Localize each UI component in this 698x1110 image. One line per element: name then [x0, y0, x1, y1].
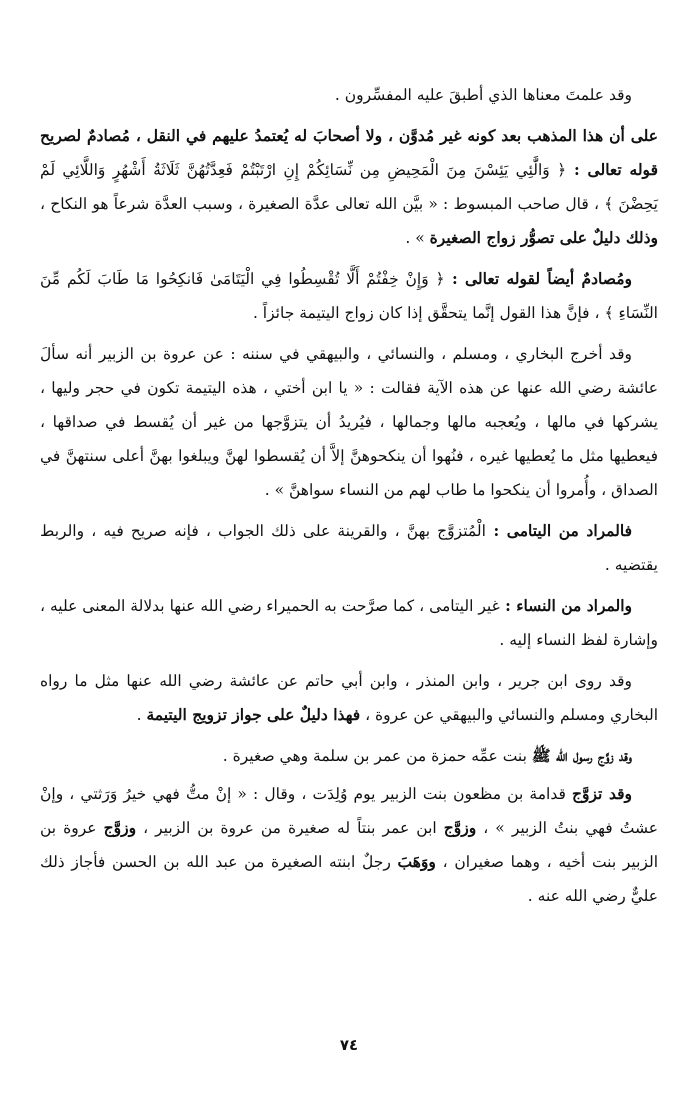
- bold-text-run: ومُصادمٌ أيضاً لقوله تعالى :: [444, 269, 632, 288]
- text-run: بنت عمِّه حمزة من عمر بن سلمة وهي صغيرة .: [222, 747, 532, 765]
- paragraph-contradiction-verse-orphans: [40, 262, 658, 330]
- paragraph-meaning-women: [40, 589, 658, 657]
- paragraph-prophet-marriage: [40, 739, 658, 773]
- text-run: ﴿ وَالَّٰئِي يَئِسْنَ مِنَ الْمَحِيضِ مِن نِّسَائِكُمْ إِنِ ارْتَبْتُمْ فَعِدَّتُهُنَّ ثَلَاثَةُ أَشْهُرٍ وَاللَّائِي لَمْ يَحِضْنَ ﴾: [40, 161, 658, 213]
- page-body: [40, 78, 658, 920]
- text-run: قدامة بن مظعون بنت الزبير يوم وُلِدَت ، وقال : « إنْ متُّ فهي خيرُ وَرَثتي ، وإنْ عشتُ فهي بنتُ الزبير » ،: [40, 785, 659, 837]
- bold-text-run: فهذا دليلٌ على جواز تزويج اليتيمة: [146, 705, 361, 724]
- bold-text-run: فالمراد من اليتامى :: [485, 521, 632, 540]
- bold-text-run: وقد زوَّج رسول الله ﷺ: [531, 746, 632, 765]
- paragraph-companion-marriages: [40, 777, 658, 913]
- text-run: عروة بن الزبير بنت أخيه ، وهما صغيران ،: [40, 819, 658, 871]
- bold-text-run: وذلك دليلٌ على تصوُّر زواج الصغيرة: [429, 228, 658, 247]
- text-run: الْمُتزوَّج بهنَّ ، والقرينة على ذلك الجواب ، فإنه صريح فيه ، والربط يقتضيه .: [40, 522, 658, 574]
- paragraph-knowledge-of-meaning: [40, 78, 658, 112]
- text-run: » .: [405, 229, 430, 247]
- bold-text-run: وزوَّج: [103, 818, 137, 837]
- text-run: ، فإنَّ هذا القول إنَّما يتحقَّق إذا كان زواج اليتيمة جائزاً .: [252, 304, 605, 322]
- text-run: غير اليتامى ، كما صرَّحت به الحميراء رضي الله عنها بدلالة المعنى عليه ، وإشارة لفظ النساء إليه .: [40, 597, 658, 649]
- text-run: وقد علمتَ معناها الذي أطبقَ عليه المفسِّرون .: [334, 86, 632, 104]
- text-run: ابن عمر بنتاً له صغيرة من عروة بن الزبير ،: [136, 819, 444, 837]
- bold-text-run: وزوَّج: [443, 818, 477, 837]
- paragraph-other-narrations: [40, 664, 658, 732]
- text-run: وقد أخرج البخاري ، ومسلم ، والنسائي ، والبيهقي في سننه : عن عروة بن الزبير أنه سألَ عائشة رضي الله عنها عن هذه الآية فقالت : « يا ابن أختي ، هذه اليتيمة تكون في حجر وليها ، يشركها في مالها ، ويُعجبه مالها وجمالها ، فيُريدُ أن يتزوَّجها من غير أن يُقسط في صداقها ، فيعطيها مثل ما يُعطيها غيره ، فنُهوا أن ينكحوهنَّ إلاَّ أن يُقسطوا لهنَّ ويبلغوا بهنَّ أعلى سنتهنَّ في الصداق ، وأُمروا أن ينكحوا ما طاب لهم من النساء سواهنَّ » .: [40, 345, 658, 499]
- paragraph-contradiction-verse-iddah: [40, 119, 658, 255]
- text-run: .: [136, 706, 147, 724]
- bold-text-run: على أن هذا المذهب بعد كونه غير مُدوَّن ، ولا أصحابَ له يُعتمدُ عليهم في النقل ، مُصادمٌ لصريح قوله تعالى :: [40, 126, 658, 179]
- text-run: ، قال صاحب المبسوط : « بيَّن الله تعالى عدَّة الصغيرة ، وسبب العدَّة شرعاً هو النكاح ،: [40, 195, 605, 213]
- text-run: ﴿ وَإِنْ خِفْتُمْ أَلَّا تُقْسِطُوا فِي الْيَتَامَىٰ فَانكِحُوا مَا طَابَ لَكُم مِّنَ النِّسَاءِ ﴾: [40, 270, 658, 322]
- bold-text-run: وقد تزوَّج: [572, 784, 632, 803]
- bold-text-run: والمراد من النساء :: [499, 596, 632, 615]
- bold-text-run: ووَهَبَ: [397, 852, 436, 871]
- paragraph-meaning-orphans: [40, 514, 658, 582]
- text-run: وقد روى ابن جرير ، وابن المنذر ، وابن أبي حاتم عن عائشة رضي الله عنها مثل ما رواه البخاري ومسلم والنسائي والبيهقي عن عروة ،: [40, 672, 658, 724]
- page-number: ٧٤: [339, 1036, 359, 1054]
- paragraph-hadith-aisha: [40, 337, 658, 507]
- text-run: رجلٌ ابنته الصغيرة من عبد الله بن الحسن فأجاز ذلك عليٌّ رضي الله عنه .: [40, 853, 658, 905]
